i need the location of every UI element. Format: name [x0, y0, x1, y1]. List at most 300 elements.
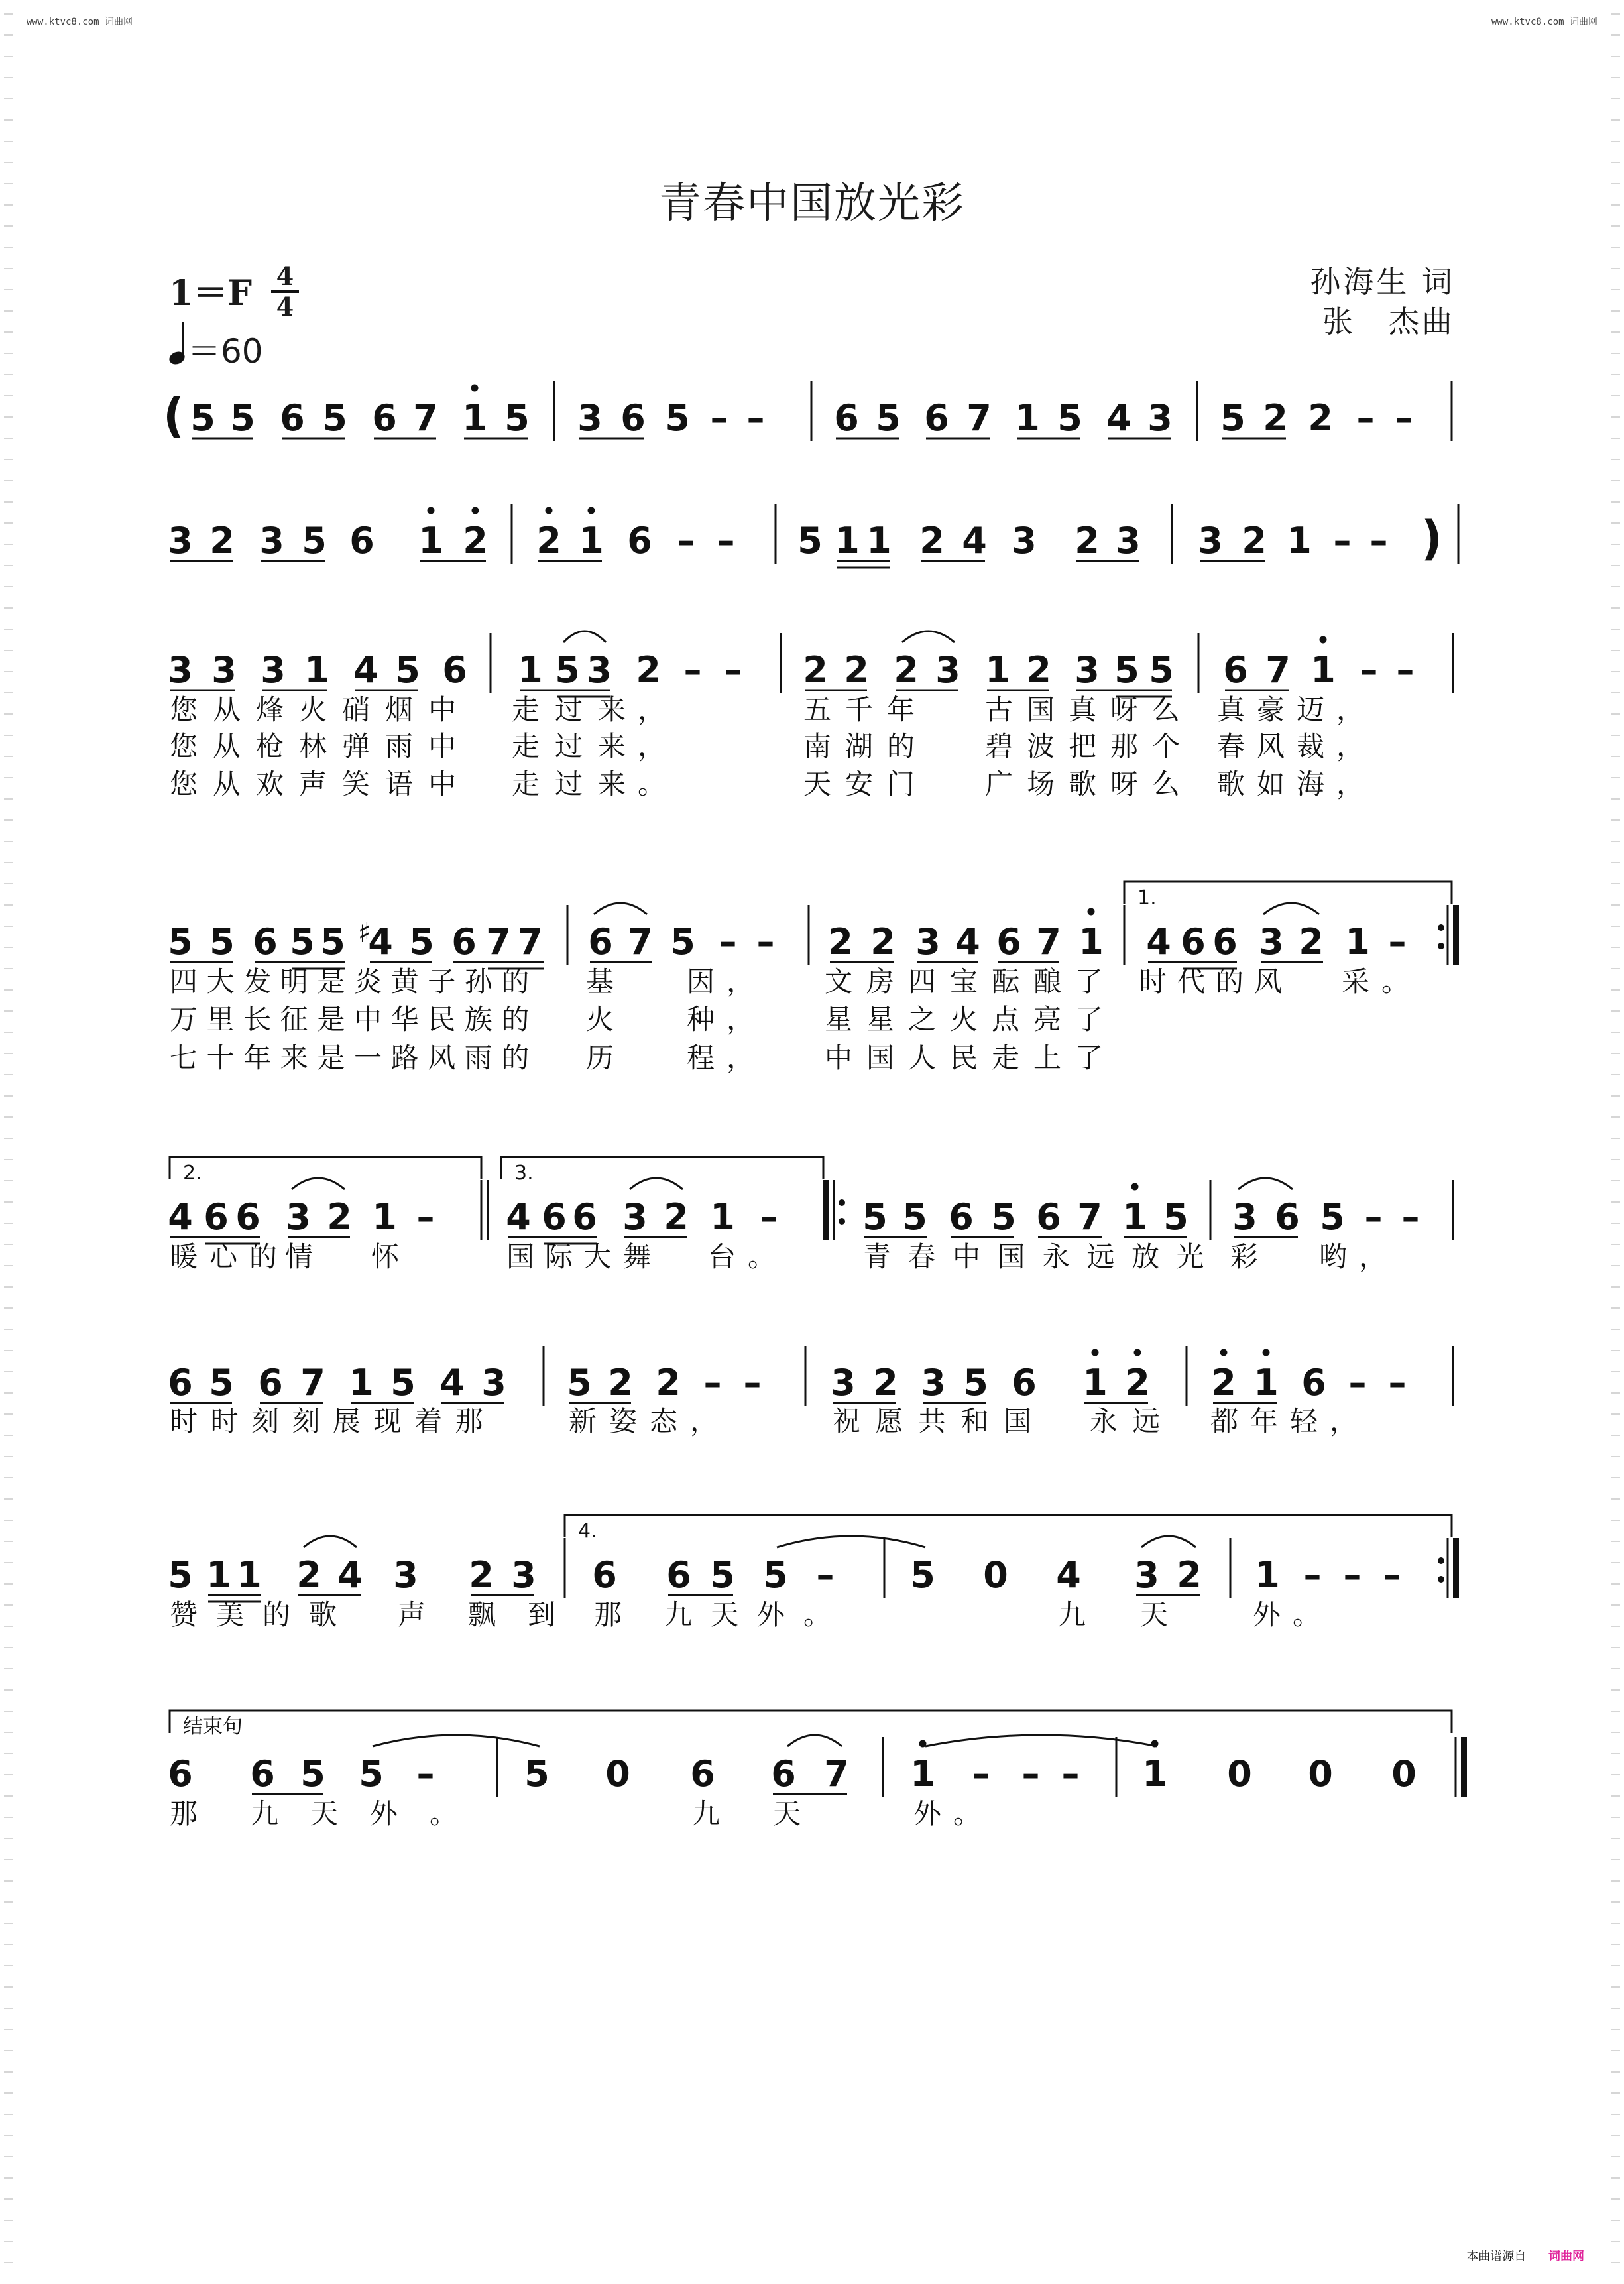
lyric-char: 真 — [1069, 693, 1097, 726]
note-6: 6 — [1212, 921, 1238, 963]
lyric-char: ， — [726, 965, 755, 998]
dash: – — [1303, 1554, 1322, 1596]
lyric-char: 的 — [262, 1598, 291, 1631]
lyric-char: 现 — [373, 1405, 402, 1437]
symbol: ( — [163, 389, 184, 443]
note-5: 5 — [390, 1362, 416, 1404]
note-6: 6 — [280, 397, 305, 439]
volta-label: 结束句 — [183, 1715, 243, 1738]
note-5: 5 — [1320, 1196, 1345, 1238]
lyric-char: 欢 — [256, 768, 284, 800]
lyric-char: 。 — [430, 1797, 458, 1830]
note-5: 5 — [902, 1196, 927, 1238]
lyric-char: 情 — [285, 1240, 314, 1273]
lyric-char: 炎 — [354, 965, 382, 998]
note-7: 7 — [518, 921, 543, 963]
note-2: 2 — [608, 1362, 633, 1404]
note-3: 3 — [168, 649, 193, 691]
note-5: 5 — [409, 921, 434, 963]
note-5: 5 — [190, 397, 215, 439]
note-5: 5 — [963, 1362, 988, 1404]
lyric-char: 裁 — [1297, 730, 1325, 762]
note-1: 1 — [1015, 397, 1040, 439]
tie-arc — [292, 1178, 345, 1189]
dash: – — [724, 649, 742, 691]
note-6: 6 — [451, 921, 477, 963]
lyric-char: 来 — [598, 693, 626, 726]
dash: – — [717, 520, 735, 562]
lyric-char: ， — [1330, 1405, 1358, 1437]
lyric-char: 刻 — [251, 1405, 280, 1437]
footer-brand: 词曲网 — [1548, 2250, 1584, 2263]
note-1: 1 — [237, 1554, 262, 1596]
tie-arc — [594, 903, 647, 914]
lyric-char: 碧 — [985, 730, 1014, 762]
note-2: 2 — [1125, 1362, 1150, 1404]
tie-arc — [1238, 1178, 1293, 1189]
lyric-char: 暖 — [170, 1240, 198, 1273]
octave-dot — [1131, 1183, 1139, 1191]
note-5: 5 — [1163, 1196, 1189, 1238]
note-2: 2 — [1242, 520, 1267, 562]
note-6: 6 — [592, 1554, 617, 1596]
lyric-char: 真 — [1217, 693, 1246, 726]
lyric-char: 的 — [887, 730, 915, 762]
note-1: 1 — [462, 397, 487, 439]
note-6: 6 — [253, 921, 278, 963]
lyric-char: 族 — [464, 1003, 493, 1036]
lyric-char: 南 — [803, 730, 832, 762]
note-2: 2 — [664, 1196, 689, 1238]
lyric-char: 路 — [390, 1042, 419, 1074]
lyric-char: 千 — [845, 693, 874, 726]
dash: – — [746, 397, 765, 439]
note-4: 4 — [368, 921, 393, 963]
tie-arc — [925, 1735, 1157, 1746]
note-3: 3 — [168, 520, 193, 562]
note-4: 4 — [1106, 397, 1131, 439]
lyric-char: ， — [726, 1003, 755, 1036]
dash: – — [710, 397, 728, 439]
note-1: 1 — [1255, 1554, 1280, 1596]
lyric-char: 采 — [1342, 965, 1370, 998]
lyric-char: 呀 — [1110, 693, 1139, 726]
dash: – — [1364, 1196, 1383, 1238]
lyric-char: 文 — [825, 965, 853, 998]
lyric-char: 个 — [1152, 730, 1181, 762]
lyric-char: 赞 — [170, 1598, 198, 1631]
note-3: 3 — [915, 921, 941, 963]
lyric-char: ， — [1336, 693, 1365, 726]
note-2: 2 — [803, 649, 828, 691]
note-3: 3 — [261, 649, 286, 691]
lyric-char: 么 — [1152, 768, 1181, 800]
lyric-char: 共 — [918, 1405, 947, 1437]
note-1: 1 — [866, 520, 892, 562]
header-left: www.ktvc8.com 词曲网 — [27, 17, 133, 27]
note-3: 3 — [831, 1362, 856, 1404]
lyric-char: 烟 — [385, 693, 414, 726]
lyric-char: 黄 — [390, 965, 419, 998]
lyric-char: 五 — [803, 693, 832, 726]
footer-source: 本曲谱源自 — [1466, 2250, 1527, 2263]
lyric-char: 中 — [825, 1042, 853, 1074]
lyric-char: 国 — [866, 1042, 895, 1074]
lyric-char: ， — [638, 693, 666, 726]
lyric-char: 那 — [455, 1405, 483, 1437]
note-7: 7 — [486, 921, 511, 963]
lyric-char: 。 — [638, 768, 666, 800]
dash: – — [416, 1753, 435, 1795]
note-3: 3 — [511, 1554, 536, 1596]
tie-arc — [563, 631, 606, 642]
lyric-char: 愿 — [875, 1405, 903, 1437]
note-3: 3 — [1147, 397, 1173, 439]
tie-arc — [304, 1536, 357, 1547]
lyric-char: 的 — [501, 1003, 530, 1036]
note-4: 4 — [439, 1362, 465, 1404]
note-5: 5 — [359, 1753, 384, 1795]
note-2: 2 — [1308, 397, 1333, 439]
note-2: 2 — [469, 1554, 494, 1596]
note-3: 3 — [286, 1196, 311, 1238]
bar-line-thick — [1453, 905, 1459, 965]
note-1: 1 — [518, 649, 543, 691]
lyric-char: 。 — [748, 1240, 776, 1273]
repeat-dot — [839, 1199, 845, 1206]
bar-line-thick — [823, 1180, 829, 1240]
dash: – — [816, 1554, 835, 1596]
repeat-dot — [839, 1218, 845, 1225]
note-2: 2 — [327, 1196, 352, 1238]
dash: – — [1388, 921, 1407, 963]
tie-arc — [630, 1178, 683, 1189]
dash: – — [683, 649, 702, 691]
note-5: 5 — [395, 649, 420, 691]
note-5: 5 — [763, 1554, 788, 1596]
lyric-char: 走 — [992, 1042, 1020, 1074]
volta-bracket — [170, 1157, 481, 1179]
lyric-char: 远 — [1132, 1405, 1161, 1437]
note-2: 2 — [870, 921, 896, 963]
note-6: 6 — [542, 1196, 567, 1238]
dash: – — [1061, 1753, 1080, 1795]
lyric-char: 大 — [583, 1240, 612, 1273]
lyric-char: 四 — [908, 965, 937, 998]
note-6: 6 — [168, 1362, 193, 1404]
lyric-char: 刻 — [292, 1405, 320, 1437]
note-0: 0 — [1308, 1753, 1333, 1795]
lyric-char: 之 — [908, 1003, 937, 1036]
note-6: 6 — [203, 1196, 229, 1238]
tempo-value: ＝60 — [188, 332, 263, 371]
note-6: 6 — [1223, 649, 1248, 691]
note-6: 6 — [666, 1554, 691, 1596]
lyric-char: 从 — [213, 768, 241, 800]
volta-bracket — [170, 1711, 1452, 1733]
lyric-char: 天 — [711, 1598, 739, 1631]
song-title: 青春中国放光彩 — [659, 179, 965, 228]
lyric-char: 您 — [170, 730, 198, 762]
lyric-char: 风 — [1254, 965, 1283, 998]
lyric-char: 国 — [997, 1240, 1025, 1273]
octave-dot — [1320, 636, 1327, 644]
lyric-char: 硝 — [342, 693, 371, 726]
octave-dot — [428, 507, 435, 514]
lyric-char: 过 — [555, 730, 583, 762]
note-1: 1 — [910, 1753, 935, 1795]
tie-arc — [1141, 1536, 1196, 1547]
lyric-char: 时 — [170, 1405, 198, 1437]
lyric-char: 呀 — [1110, 768, 1139, 800]
repeat-dot — [1438, 1576, 1444, 1583]
lyric-char: 迈 — [1297, 693, 1325, 726]
note-3: 3 — [481, 1362, 506, 1404]
note-6: 6 — [690, 1753, 715, 1795]
note-3: 3 — [1232, 1196, 1257, 1238]
lyric-char: 年 — [1250, 1405, 1279, 1437]
note-2: 2 — [894, 649, 919, 691]
repeat-dot — [1438, 1557, 1444, 1564]
note-6: 6 — [349, 520, 375, 562]
composer: 张 杰曲 — [1322, 304, 1455, 339]
dash: – — [416, 1196, 435, 1238]
lyric-char: 飘 — [468, 1598, 496, 1631]
note-5: 5 — [209, 1362, 234, 1404]
note-2: 2 — [1177, 1554, 1202, 1596]
lyric-char: 春 — [1217, 730, 1246, 762]
note-1: 1 — [1122, 1196, 1147, 1238]
note-1: 1 — [1142, 1753, 1167, 1795]
lyric-char: ， — [690, 1405, 719, 1437]
lyric-char: 豪 — [1257, 693, 1285, 726]
dash: – — [703, 1362, 722, 1404]
note-5: 5 — [1057, 397, 1082, 439]
lyric-char: 哟 — [1319, 1240, 1348, 1273]
note-5: 5 — [504, 397, 530, 439]
note-3: 3 — [1259, 921, 1284, 963]
note-6: 6 — [1012, 1362, 1037, 1404]
note-5: 5 — [665, 397, 690, 439]
lyric-char: 历 — [586, 1042, 614, 1074]
note-4: 4 — [962, 520, 987, 562]
octave-dot — [919, 1740, 927, 1748]
lyric-char: 怀 — [371, 1240, 400, 1273]
note-6: 6 — [250, 1753, 275, 1795]
note-5: 5 — [670, 921, 695, 963]
lyric-char: 风 — [428, 1042, 456, 1074]
note-2: 2 — [1026, 649, 1051, 691]
note-3: 3 — [1116, 520, 1141, 562]
lyric-char: 场 — [1027, 768, 1055, 800]
tie-arc — [902, 631, 955, 642]
lyric-char: 走 — [512, 693, 540, 726]
lyric-char: 笑 — [342, 768, 371, 800]
volta-bracket — [1124, 882, 1452, 904]
lyric-char: 着 — [414, 1405, 443, 1437]
lyric-char: 天 — [310, 1797, 339, 1830]
lyric-char: 古 — [985, 693, 1014, 726]
repeat-dot — [1438, 943, 1444, 949]
lyric-char: 枪 — [256, 730, 284, 762]
note-5: 5 — [230, 397, 255, 439]
lyric-char: 年 — [887, 693, 915, 726]
octave-dot — [1092, 1349, 1099, 1356]
lyric-char: 把 — [1069, 730, 1097, 762]
note-7: 7 — [300, 1362, 325, 1404]
note-1: 1 — [1287, 520, 1312, 562]
note-3: 3 — [211, 649, 237, 691]
lyric-char: 么 — [1152, 693, 1181, 726]
volta-label: 4. — [578, 1520, 597, 1543]
note-1: 1 — [1345, 921, 1370, 963]
lyric-char: 中 — [428, 693, 457, 726]
lyric-char: 歌 — [1069, 768, 1097, 800]
lyric-char: 都 — [1210, 1405, 1239, 1437]
lyric-char: 春 — [907, 1240, 936, 1273]
lyric-char: 态 — [650, 1405, 678, 1437]
dash: – — [677, 520, 695, 562]
lyric-char: 民 — [428, 1003, 456, 1036]
dash: – — [1333, 520, 1352, 562]
lyric-char: ， — [1359, 1240, 1387, 1273]
lyric-char: 声 — [398, 1598, 426, 1631]
note-6: 6 — [1301, 1362, 1326, 1404]
lyric-char: 际 — [545, 1240, 573, 1273]
lyric-char: 国 — [506, 1240, 535, 1273]
note-3: 3 — [587, 649, 612, 691]
lyric-char: 十 — [206, 1042, 235, 1074]
lyric-char: 基 — [586, 965, 614, 998]
lyric-char: 那 — [170, 1797, 198, 1830]
lyric-char: 彩 — [1230, 1240, 1259, 1273]
note-1: 1 — [1253, 1362, 1279, 1404]
lyric-char: 孙 — [464, 965, 493, 998]
note-1: 1 — [206, 1554, 231, 1596]
note-5: 5 — [710, 1554, 735, 1596]
note-6: 6 — [627, 520, 652, 562]
octave-dot — [1088, 908, 1095, 916]
lyric-char: 大 — [206, 965, 235, 998]
note-6: 6 — [572, 1196, 597, 1238]
tie-arc — [373, 1735, 540, 1746]
dash: – — [1401, 1196, 1420, 1238]
lyric-char: 了 — [1075, 1042, 1104, 1074]
volta-bracket — [501, 1157, 823, 1179]
note-5: 5 — [302, 520, 327, 562]
note-5: 5 — [555, 649, 580, 691]
octave-dot — [1220, 1349, 1228, 1356]
note-6: 6 — [949, 1196, 974, 1238]
lyric-char: 亮 — [1033, 1003, 1062, 1036]
dash: – — [1395, 397, 1413, 439]
note-4: 4 — [1056, 1554, 1081, 1596]
lyric-char: 四 — [170, 965, 198, 998]
lyric-char: 波 — [1027, 730, 1055, 762]
note-4: 4 — [337, 1554, 363, 1596]
note-6: 6 — [235, 1196, 261, 1238]
tie-arc — [1263, 903, 1319, 914]
lyric-char: 星 — [825, 1003, 853, 1036]
note-7: 7 — [1077, 1196, 1102, 1238]
octave-dot — [471, 385, 479, 392]
bar-line-thick — [1453, 1538, 1459, 1598]
note-3: 3 — [393, 1554, 418, 1596]
note-2: 2 — [828, 921, 853, 963]
note-7: 7 — [966, 397, 992, 439]
octave-dot — [1263, 1349, 1270, 1356]
note-2: 2 — [636, 649, 661, 691]
lyric-char: ， — [638, 730, 666, 762]
note-3: 3 — [1012, 520, 1037, 562]
note-6: 6 — [372, 397, 397, 439]
lyric-char: 从 — [213, 693, 241, 726]
lyric-char: 火 — [950, 1003, 978, 1036]
lyric-char: 酿 — [1033, 965, 1062, 998]
dash: – — [1388, 1362, 1407, 1404]
note-5: 5 — [1220, 397, 1246, 439]
lyric-char: 。 — [1381, 965, 1410, 998]
lyric-char: 那 — [1110, 730, 1139, 762]
lyric-char: 火 — [586, 1003, 614, 1036]
lyric-char: 海 — [1297, 768, 1325, 800]
lyric-char: 那 — [594, 1598, 622, 1631]
lyric-char: 到 — [528, 1598, 556, 1631]
note-3: 3 — [1134, 1554, 1159, 1596]
note-6: 6 — [1275, 1196, 1300, 1238]
lyric-char: 国 — [1004, 1405, 1032, 1437]
lyric-char: 中 — [953, 1240, 981, 1273]
lyric-char: 年 — [243, 1042, 272, 1074]
dash: – — [1343, 1554, 1362, 1596]
lyric-char: ， — [1336, 730, 1365, 762]
dash: – — [743, 1362, 762, 1404]
note-2: 2 — [1299, 921, 1324, 963]
note-2: 2 — [1074, 520, 1100, 562]
lyric-char: 天 — [773, 1797, 801, 1830]
lyric-char: 人 — [908, 1042, 937, 1074]
note-0: 0 — [1227, 1753, 1252, 1795]
lyric-char: 华 — [390, 1003, 419, 1036]
lyric-char: 。 — [803, 1598, 832, 1631]
lyric-char: 了 — [1075, 1003, 1104, 1036]
note-5: 5 — [1114, 649, 1139, 691]
lyric-char: 永 — [1042, 1240, 1071, 1273]
note-1: 1 — [579, 520, 604, 562]
note-5: 5 — [209, 921, 235, 963]
dash: – — [719, 921, 737, 963]
lyric-char: 了 — [1075, 965, 1104, 998]
note-6: 6 — [834, 397, 859, 439]
note-6: 6 — [168, 1753, 193, 1795]
volta-bracket — [565, 1515, 1452, 1537]
note-5: 5 — [876, 397, 901, 439]
footer — [1466, 2247, 1584, 2264]
lyric-char: 湖 — [845, 730, 874, 762]
note-2: 2 — [844, 649, 869, 691]
note-1: 1 — [1078, 921, 1104, 963]
note-0: 0 — [605, 1753, 630, 1795]
lyric-char: 来 — [598, 730, 626, 762]
lyric-char: 国 — [1027, 693, 1055, 726]
lyric-char: 的 — [501, 965, 530, 998]
lyric-char: 雨 — [385, 730, 414, 762]
lyric-char: 走 — [512, 768, 540, 800]
volta-label: 1. — [1137, 886, 1157, 910]
bar-line-thick — [1461, 1737, 1467, 1797]
lyric-char: 声 — [299, 768, 327, 800]
key-signature: 1＝F — [169, 273, 253, 314]
